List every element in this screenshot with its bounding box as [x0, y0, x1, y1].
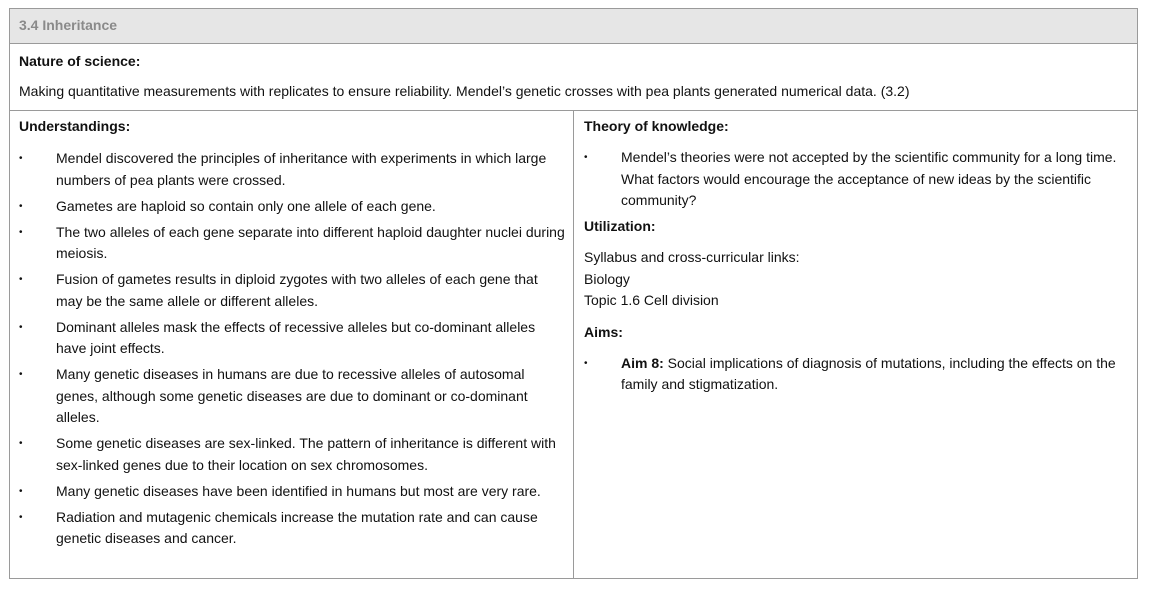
nature-of-science-heading: Nature of science:	[19, 53, 141, 69]
understandings-heading: Understandings:	[19, 118, 131, 134]
utilization-links-label: Syllabus and cross-curricular links:	[584, 249, 800, 265]
list-item	[10, 269, 574, 312]
list-item	[10, 507, 574, 550]
bullet-icon: •	[19, 200, 23, 212]
bullet-icon: •	[19, 485, 23, 497]
theory-of-knowledge-list	[584, 147, 1134, 212]
utilization-heading: Utilization:	[584, 218, 656, 234]
right-column-content	[584, 116, 1134, 400]
nature-of-science-row	[10, 44, 1137, 111]
list-item	[10, 196, 574, 218]
list-item-text: Radiation and mutagenic chemicals increase the mutation rate and can cause genetic diseases and cancer.	[56, 508, 538, 546]
list-item-text: Gametes are haploid so contain only one allele of each gene.	[56, 197, 436, 214]
list-item-text: Many genetic diseases have been identified in humans but most are very rare.	[56, 482, 541, 499]
list-item-text: The two alleles of each gene separate into different haploid daughter nuclei during meiosis.	[56, 223, 565, 261]
list-item-text: Mendel’s theories were not accepted by the scientific community for a long time. What factors would encourage the acceptance of new ideas by the scientific community?	[621, 149, 1117, 208]
understandings-column	[10, 111, 574, 579]
aims-heading: Aims:	[584, 323, 623, 340]
utilization-topic: Topic 1.6 Cell division	[584, 292, 719, 308]
list-item-text: Dominant alleles mask the effects of recessive alleles but co-dominant alleles have joint effects.	[56, 318, 536, 356]
understandings-list	[10, 148, 574, 554]
table-header	[10, 9, 1137, 44]
list-item	[10, 481, 574, 503]
bullet-icon: •	[19, 226, 23, 238]
theory-of-knowledge-heading: Theory of knowledge:	[584, 118, 729, 134]
list-item	[10, 364, 574, 429]
list-item-text: Some genetic diseases are sex-linked. The pattern of inheritance is different with sex-linked genes due to their location on sex chromosomes.	[56, 435, 556, 473]
tok-utilization-aims-column	[574, 111, 1137, 579]
list-item	[10, 222, 574, 265]
syllabus-table	[9, 8, 1138, 579]
list-item	[584, 147, 1134, 212]
bullet-icon: •	[584, 357, 588, 369]
list-item	[10, 433, 574, 476]
utilization-subject: Biology	[584, 270, 630, 287]
bullet-icon: •	[19, 369, 23, 380]
aim-text: Social implications of diagnosis of mutations, including the effects on the family and stigmatization.	[621, 354, 1116, 392]
bullet-icon: •	[19, 153, 23, 164]
bullet-icon: •	[19, 511, 23, 523]
list-item	[10, 317, 574, 360]
section-title: 3.4 Inheritance	[19, 17, 118, 33]
aim-label: Aim 8:	[621, 354, 664, 371]
list-item-text: Fusion of gametes results in diploid zygotes with two alleles of each gene that may be the same allele or different alleles.	[56, 271, 538, 309]
aims-list	[584, 353, 1134, 396]
bullet-icon: •	[19, 274, 23, 285]
nature-of-science-text: Making quantitative measurements with replicates to ensure reliability. Mendel’s genetic crosses with pea plants generated numerical data. (3.2)	[19, 83, 910, 99]
list-item-text: Many genetic diseases in humans are due to recessive alleles of autosomal genes, although some genetic diseases are due to dominant or co-dominant alleles.	[56, 366, 528, 425]
bullet-icon: •	[584, 152, 588, 163]
list-item-text: Mendel discovered the principles of inheritance with experiments in which large numbers of pea plants were crossed.	[56, 150, 547, 188]
bullet-icon: •	[19, 321, 23, 333]
list-item	[10, 148, 574, 191]
list-item	[584, 353, 1134, 396]
bullet-icon: •	[19, 438, 23, 449]
